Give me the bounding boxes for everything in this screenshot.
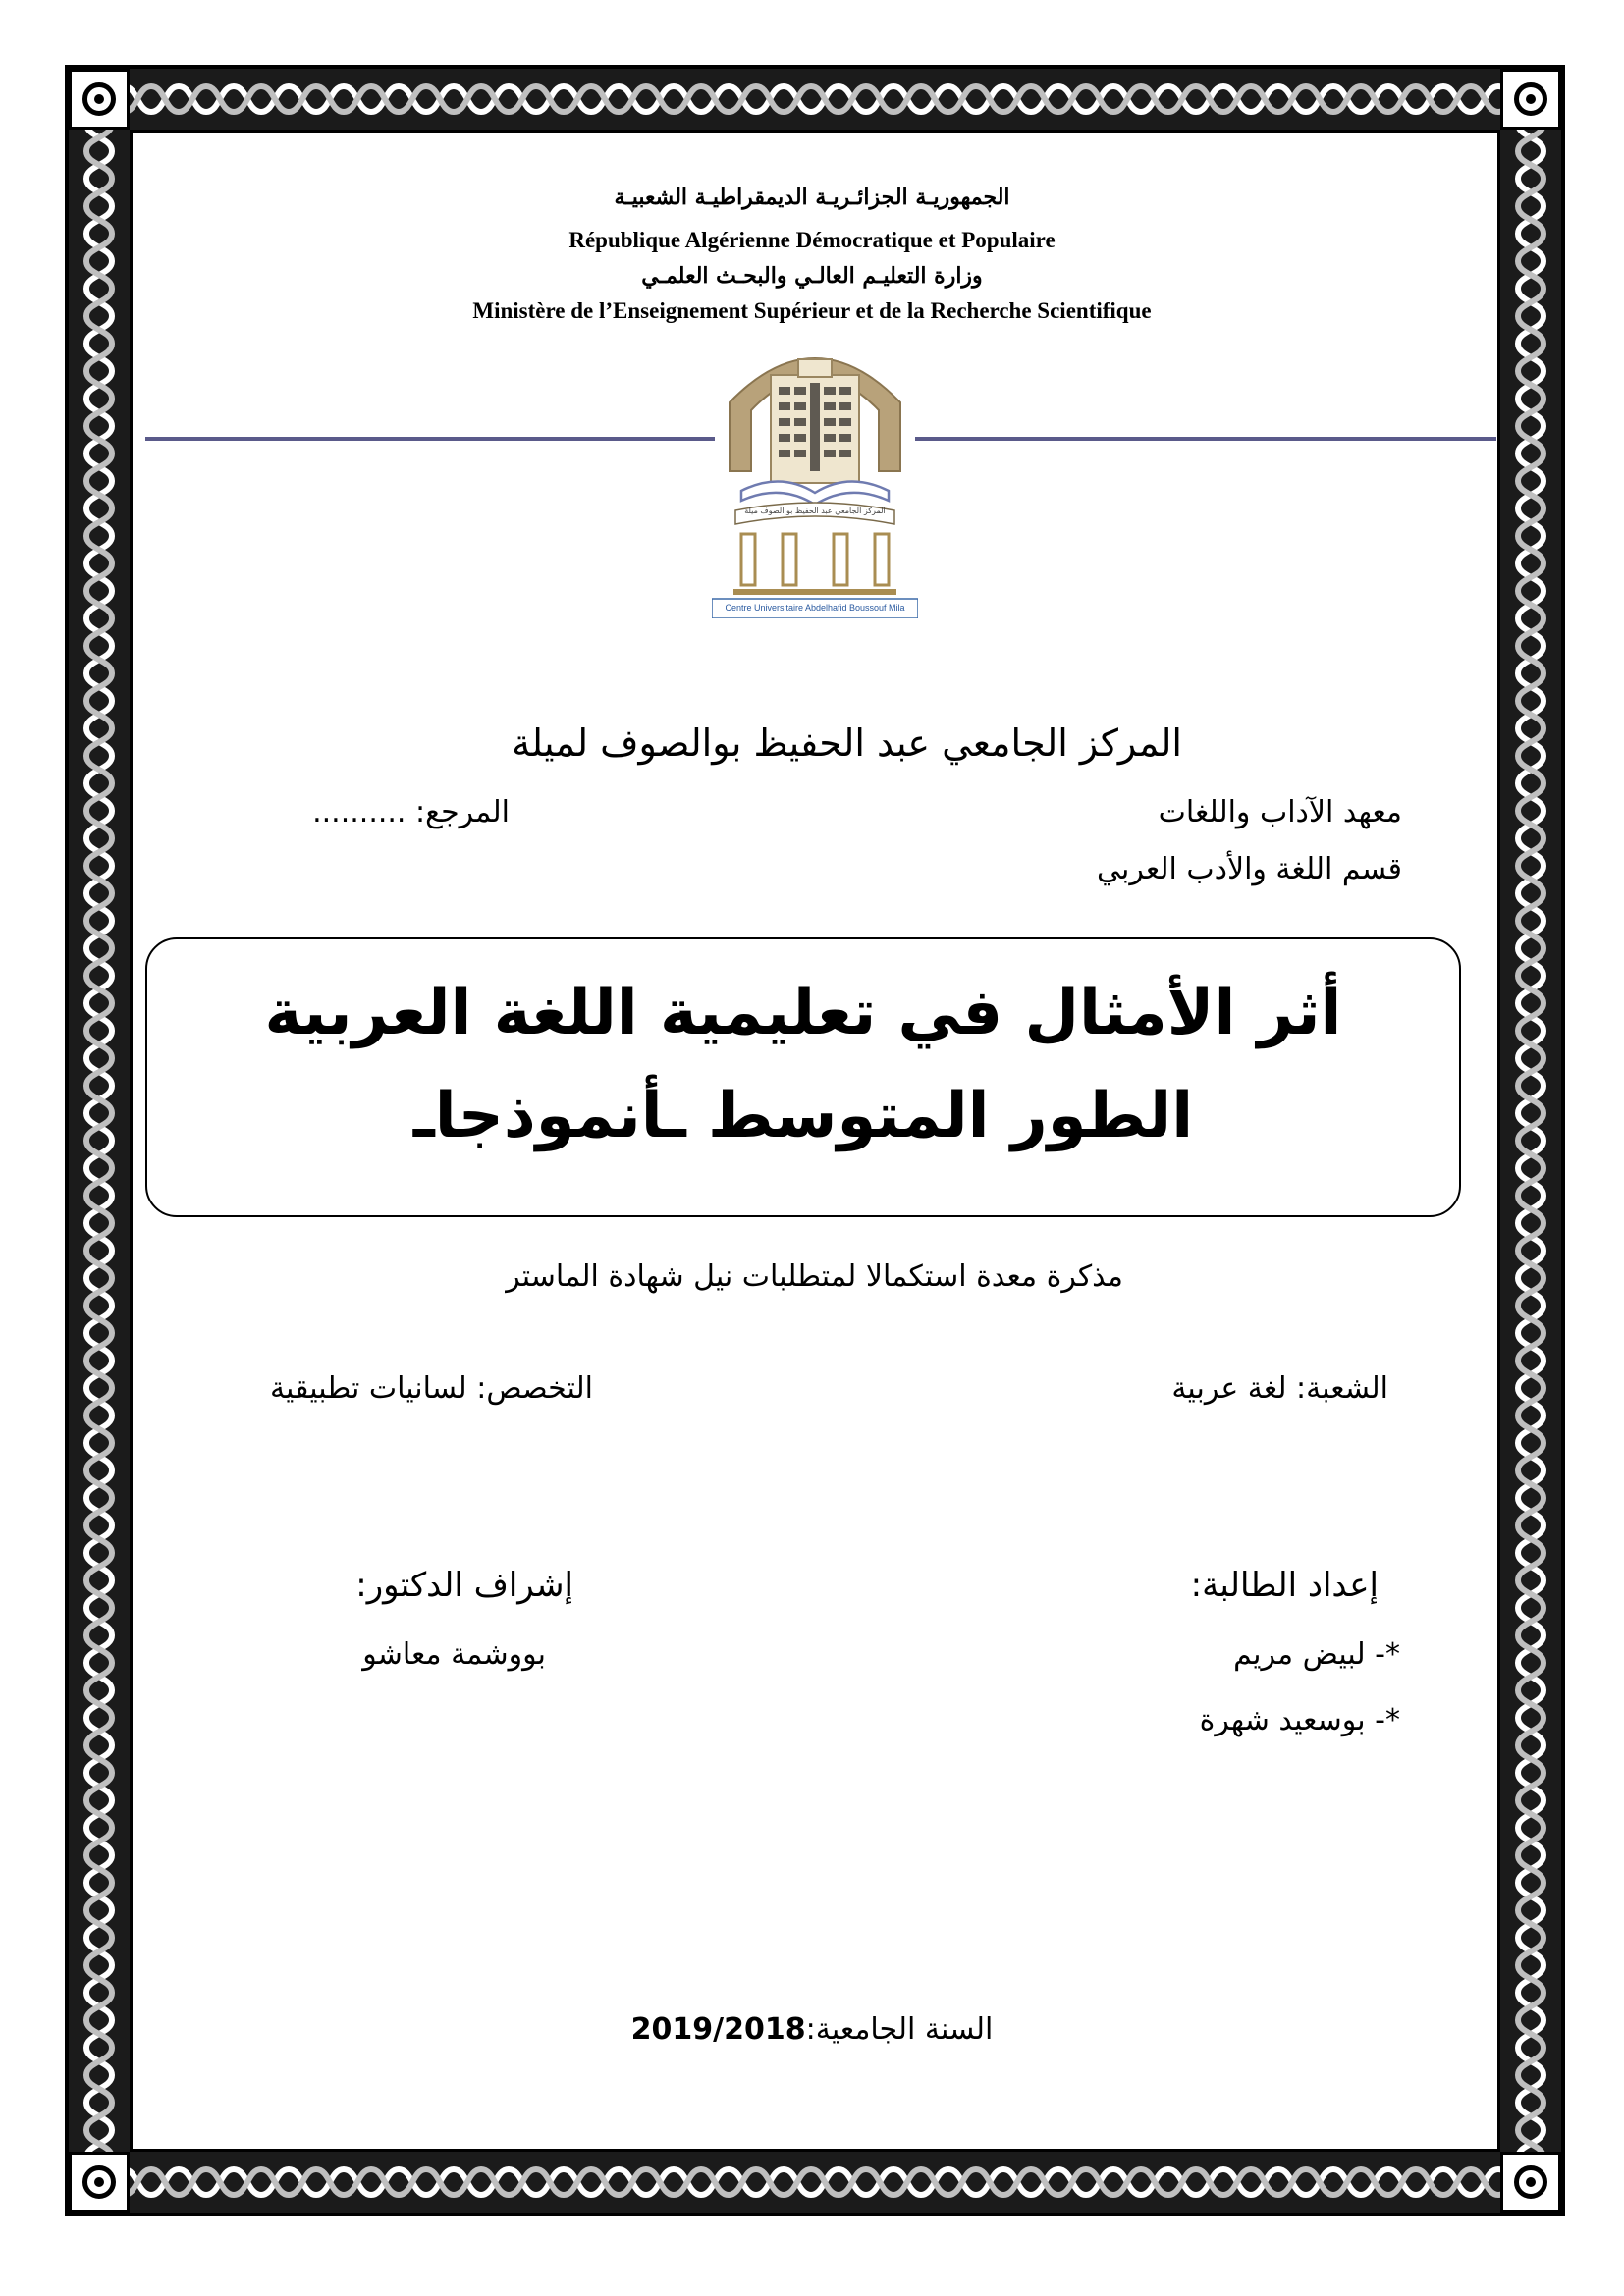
specialty-field: التخصص: لسانيات تطبيقية — [269, 1371, 593, 1406]
memo-statement: مذكرة معدة استكمالا لمتطلبات نيل شهادة الماستر — [506, 1259, 1123, 1294]
ministry-arabic: وزارة التعليـم العالـي والبحـث العلمـي — [641, 263, 983, 289]
ministry-french: Ministère de l’Enseignement Supérieur et de la Recherche Scientifique — [472, 298, 1152, 323]
corner-ornament-top-right — [1500, 69, 1561, 130]
branch-field: الشعبة: لغة عربية — [1171, 1371, 1388, 1406]
student-2: *- بوسعيد شهرة — [1199, 1703, 1400, 1737]
thesis-title-line2: الطور المتوسط ـأنموذجاـ — [412, 1080, 1194, 1152]
header-rule-left — [145, 437, 715, 441]
corner-ornament-bottom-left — [69, 2152, 130, 2213]
student-1: *- لبيض مريم — [1233, 1637, 1400, 1672]
border-braid-top — [69, 69, 1561, 130]
academic-year — [0, 2012, 1624, 2047]
academic-year-value: 2019/2018 — [630, 2012, 806, 2047]
logo-arabic-label: المركز الجامعي عبد الحفيظ بو الصوف ميلة — [744, 507, 886, 515]
republic-french: République Algérienne Démocratique et Populaire — [568, 228, 1056, 252]
corner-ornament-bottom-right — [1500, 2152, 1561, 2213]
border-braid-bottom — [69, 2152, 1561, 2213]
institute-name: معهد الآداب واللغات — [1158, 795, 1402, 829]
university-logo — [712, 324, 918, 618]
department-name: قسم اللغة والأدب العربي — [1096, 852, 1402, 886]
logo-french-label: Centre Universitaire Abdelhafid Boussouf Mila — [725, 603, 905, 613]
supervisor-name: بووشمة معاشو — [362, 1637, 546, 1672]
institution-name: المركز الجامعي عبد الحفيظ بوالصوف لميلة — [512, 721, 1182, 765]
supervision-label: إشراف الدكتور: — [355, 1566, 573, 1605]
reference-field: المرجع: .......... — [312, 795, 510, 829]
braid-pattern-top — [69, 69, 1561, 130]
republic-arabic: الجمهوريـة الجزائـريـة الديمقراطيـة الشعبيـة — [614, 185, 1010, 210]
corner-ornament-top-left — [69, 69, 130, 130]
border-braid-left — [69, 69, 130, 2213]
braid-pattern-right — [1500, 69, 1561, 2213]
braid-pattern-bottom — [69, 2152, 1561, 2213]
border-braid-right — [1500, 69, 1561, 2213]
logo-emblem — [712, 324, 918, 618]
thesis-title-line1: أثر الأمثال في تعليمية اللغة العربية — [264, 977, 1342, 1049]
braid-pattern-left — [69, 69, 130, 2213]
header-rule-right — [915, 437, 1496, 441]
academic-year-label: السنة الجامعية: — [805, 2012, 994, 2047]
prepared-by-label: إعداد الطالبة: — [1190, 1566, 1379, 1605]
